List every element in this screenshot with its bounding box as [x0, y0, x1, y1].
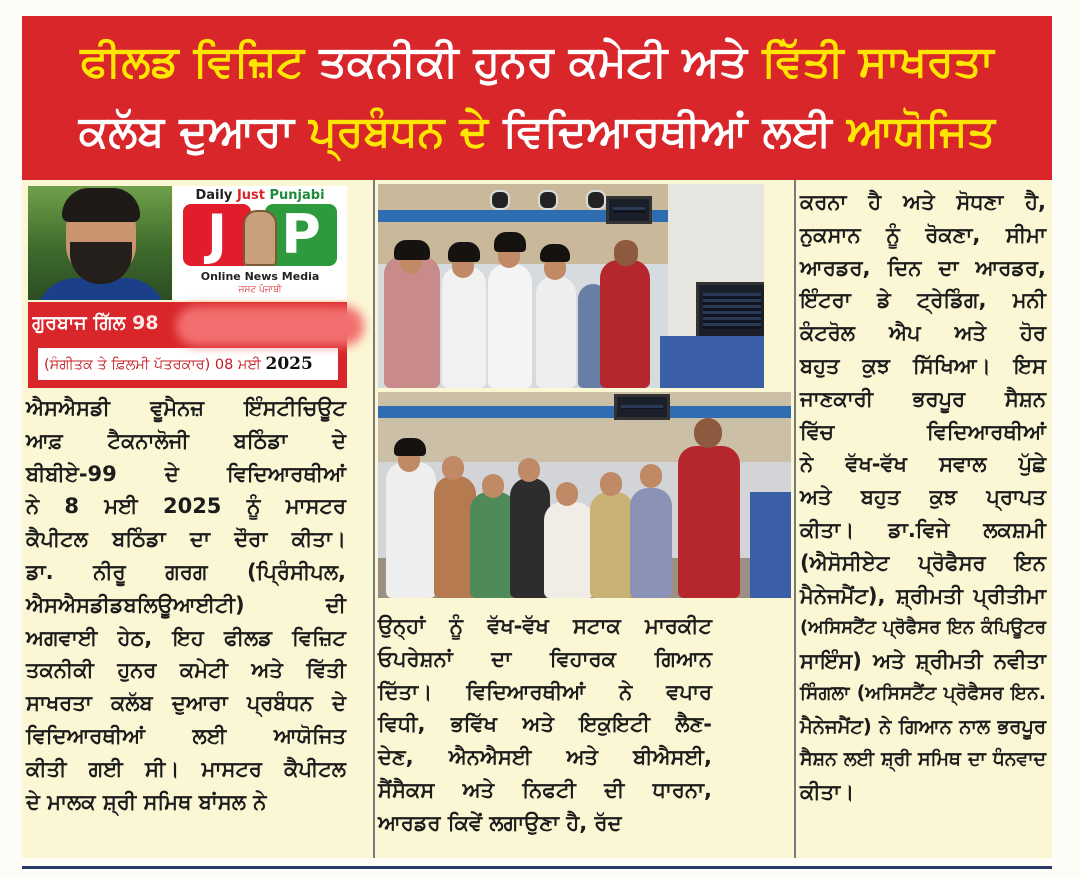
- article-line: ਵਿੱਚ ਵਿਦਿਆਰਥੀਆਂ: [800, 419, 1046, 444]
- article-line: (ਐਸੋਸੀਏਟ ਪ੍ਰੋਫੈਸਰ ਇਨ: [800, 550, 1046, 575]
- logo-figure-icon: [243, 210, 277, 266]
- article-line: ਆਰਡਰ ਕਿਵੇਂ ਲਗਾਉਣਾ ਹੈ, ਰੱਦ: [378, 810, 622, 835]
- article-column-3: [800, 186, 1046, 809]
- logo-punjabi-sub: ਜਸਟ ਪੰਜਾਬੀ: [238, 285, 282, 295]
- article-line: ਕੀਤਾ।: [800, 780, 855, 805]
- office-desk: [660, 336, 764, 388]
- article-column-1: [26, 392, 346, 818]
- article-line: ਆਫ਼ ਟੈਕਨਾਲੋਜੀ ਬਠਿੰਡਾ ਦੇ: [26, 428, 346, 453]
- student-figure: [630, 488, 672, 598]
- reporter-name: ਗੁਰਬਾਜ ਗਿੱਲ: [32, 312, 133, 334]
- redaction-blur: [176, 306, 364, 346]
- article-line: ਕੀਤੀ ਗਈ ਸੀ। ਮਾਸਟਰ ਕੈਪੀਟਲ: [26, 756, 346, 781]
- article-line: ਡਾ. ਨੀਰੂ ਗਰਗ (ਪ੍ਰਿੰਸੀਪਲ,: [26, 559, 346, 584]
- article-line: ਐਸਐਸਡੀ ਵੂਮੈਨਜ਼ ਇੰਸਟੀਚਿਊਟ: [26, 396, 346, 420]
- article-line: ਸੈਸ਼ਨ ਲਈ ਸ਼੍ਰੀ ਸਮਿਥ ਦਾ ਧੰਨਵਾਦ: [800, 748, 1046, 770]
- column-divider: [794, 180, 796, 858]
- article-line: ਨੁਕਸਾਨ ਨੂੰ ਰੋਕਣਾ, ਸੀਮਾ: [800, 222, 1046, 247]
- article-line: (ਅਸਿਸਟੈਂਟ ਪ੍ਰੋਫੈਸਰ ਇਨ ਕੰਪਿਊਟਰ: [800, 617, 1046, 639]
- article-line: ਸੈਂਸੈਕਸ ਅਤੇ ਨਿਫਟੀ ਦੀ ਧਾਰਨਾ,: [378, 777, 712, 802]
- byline-role: [36, 346, 340, 382]
- wall-clock-icon: [586, 190, 606, 210]
- speaker-figure: [678, 446, 740, 598]
- wall-tv: [606, 196, 652, 224]
- student-figure: [386, 462, 436, 598]
- wall-clock-icon: [538, 190, 558, 210]
- speaker-face: [694, 418, 722, 448]
- article-line: ਇੰਟਰਾ ਡੇ ਟ੍ਰੇਡਿੰਗ, ਮਨੀ: [800, 288, 1046, 313]
- student-hair: [394, 438, 426, 456]
- student-hair: [540, 244, 570, 262]
- column-divider: [373, 180, 375, 858]
- student-figure: [536, 276, 576, 388]
- article-line: ਬੀਬੀਏ-99 ਦੇ ਵਿਦਿਆਰਥੀਆਂ: [26, 461, 346, 486]
- trading-monitor: [696, 282, 764, 340]
- logo-word-daily: Daily: [195, 188, 237, 203]
- headline-line-2: [22, 102, 1052, 162]
- article-line: ਦਿੱਤਾ। ਵਿਦਿਆਰਥੀਆਂ ਨੇ ਵਪਾਰ: [378, 679, 712, 704]
- article-line: ਜਾਣਕਾਰੀ ਭਰਪੂਰ ਸੈਸ਼ਨ: [800, 386, 1046, 411]
- reporter-role-date: (ਸੰਗੀਤਕ ਤੇ ਫ਼ਿਲਮੀ ਪੱਤਰਕਾਰ) 08 ਮਈ: [44, 357, 266, 373]
- student-hair: [448, 242, 480, 262]
- headline-segment: ਪ੍ਰਬੰਧਨ ਦੇ: [308, 107, 504, 157]
- logo-word-just: Just: [236, 188, 270, 203]
- student-figure: [488, 264, 532, 388]
- wall-tv: [614, 394, 670, 420]
- headline-line-1: [22, 32, 1052, 92]
- student-face: [442, 456, 464, 480]
- student-figure: [384, 256, 440, 388]
- student-figure: [590, 492, 634, 598]
- student-hair: [394, 240, 430, 260]
- article-line: ਐਸਐਸਡੀਡਬਲਿਊਆਈਟੀ) ਦੀ: [26, 592, 346, 617]
- logo-tagline: Online News Media: [200, 270, 320, 283]
- article-line: ਤਕਨੀਕੀ ਹੁਨਰ ਕਮੇਟੀ ਅਤੇ ਵਿੱਤੀ: [26, 658, 346, 683]
- reporter-hair: [62, 188, 140, 222]
- article-line: ਕਰਨਾ ਹੈ ਅਤੇ ਸੋਧਣਾ ਹੈ,: [800, 190, 1046, 214]
- byline-year: 2025: [265, 354, 313, 374]
- article-line: ਓਪਰੇਸ਼ਨਾਂ ਦਾ ਵਿਹਾਰਕ ਗਿਆਨ: [378, 646, 712, 671]
- event-photo-2: [378, 392, 791, 598]
- logo-letter-p: P: [265, 204, 337, 266]
- article-line: ਸਿੰਗਲਾ (ਅਸਿਸਟੈਂਟ ਪ੍ਰੋਫੈਸਰ ਇਨ.: [800, 682, 1046, 704]
- article-line: ਕੀਤਾ। ਡਾ.ਵਿਜੇ ਲਕਸ਼ਮੀ: [800, 517, 1046, 542]
- article-line: ਸਾਇੰਸ) ਅਤੇ ਸ਼੍ਰੀਮਤੀ ਨਵੀਤਾ: [800, 649, 1046, 674]
- article-line: ਬਹੁਤ ਕੁਝ ਸਿੱਖਿਆ। ਇਸ: [800, 353, 1046, 378]
- article-line: ਅਤੇ ਬਹੁਤ ਕੁਝ ਪ੍ਰਾਪਤ: [800, 485, 1046, 510]
- logo-masthead: [173, 188, 347, 203]
- speaker-face: [614, 240, 638, 266]
- headline-segment: ਵਿੱਤੀ ਸਾਖਰਤਾ: [762, 37, 994, 87]
- student-figure: [442, 266, 486, 388]
- article-line: ਕੈਪੀਟਲ ਬਠਿੰਡਾ ਦਾ ਦੌਰਾ ਕੀਤਾ।: [26, 527, 346, 552]
- reporter-phone-fragment: 98: [132, 312, 159, 334]
- student-face: [640, 464, 662, 488]
- wall-clock-icon: [490, 190, 510, 210]
- headline-banner: [22, 16, 1052, 180]
- article-line: ਉਨ੍ਹਾਂ ਨੂੰ ਵੱਖ-ਵੱਖ ਸਟਾਕ ਮਾਰਕੀਟ: [378, 614, 712, 638]
- headline-segment: ਫੀਲਡ ਵਿਜ਼ਿਟ: [80, 37, 320, 87]
- logo-word-punjabi: Punjabi: [269, 188, 325, 203]
- headline-segment: ਆਯੋਜਿਤ: [846, 107, 996, 157]
- headline-segment: ਕਲੱਬ ਦੁਆਰਾ: [78, 107, 309, 157]
- article-line: ਨੇ ਵੱਖ-ਵੱਖ ਸਵਾਲ ਪੁੱਛੇ: [800, 452, 1046, 477]
- article-line: ਨੇ 8 ਮਈ 2025 ਨੂੰ ਮਾਸਟਰ: [26, 494, 346, 519]
- article-line: ਦੇਣ, ਐਨਐਸਈ ਅਤੇ ਬੀਐਸਈ,: [378, 745, 712, 770]
- speaker-figure: [600, 260, 650, 388]
- article-line: ਮੈਨੇਜਮੈਂਟ) ਨੇ ਗਿਆਨ ਨਾਲ ਭਰਪੂਰ: [800, 714, 1046, 738]
- student-face: [518, 458, 540, 482]
- headline-segment: ਵਿਦਿਆਰਥੀਆਂ ਲਈ: [503, 107, 847, 157]
- article-line: ਵਿਦਿਆਰਥੀਆਂ ਲਈ ਆਯੋਜਿਤ: [26, 723, 346, 748]
- student-figure: [544, 502, 594, 598]
- headline-segment: ਤਕਨੀਕੀ: [319, 37, 474, 87]
- article-line: ਸਾਖਰਤਾ ਕਲੱਬ ਦੁਆਰਾ ਪ੍ਰਬੰਧਨ ਦੇ: [26, 691, 346, 716]
- article-line: ਵਿਧੀ, ਭਵਿੱਖ ਅਤੇ ਇਕੁਇਟੀ ਲੈਣ-: [378, 712, 712, 737]
- reporter-photo: [28, 186, 172, 300]
- article-line: ਅਗਵਾਈ ਹੇਠ, ਇਹ ਫੀਲਡ ਵਿਜ਼ਿਟ: [26, 625, 346, 650]
- logo-letter-j: J: [183, 204, 251, 266]
- student-face: [556, 482, 578, 506]
- wall-stripe: [378, 406, 791, 418]
- article-line: ਆਰਡਰ, ਦਿਨ ਦਾ ਆਰਡਰ,: [800, 255, 1046, 280]
- article-line: ਕੰਟਰੋਲ ਐਪ ਅਤੇ ਹੋਰ: [800, 321, 1046, 346]
- student-face: [482, 474, 504, 498]
- student-face: [600, 472, 622, 496]
- article-line: ਦੇ ਮਾਲਕ ਸ਼੍ਰੀ ਸਮਿਥ ਬਾਂਸਲ ਨੇ: [26, 789, 267, 814]
- publication-logo: [173, 186, 347, 300]
- footer-rule: [22, 866, 1052, 869]
- office-desk: [750, 492, 791, 598]
- headline-segment: ਹੁਨਰ ਕਮੇਟੀ ਅਤੇ: [473, 37, 763, 87]
- event-photo-1: [378, 184, 764, 388]
- article-line: ਮੈਨੇਜਮੈਂਟ), ਸ਼੍ਰੀਮਤੀ ਪ੍ਰੀਤੀਮਾ: [800, 583, 1046, 608]
- student-hair: [494, 232, 526, 252]
- article-column-2: [378, 610, 712, 840]
